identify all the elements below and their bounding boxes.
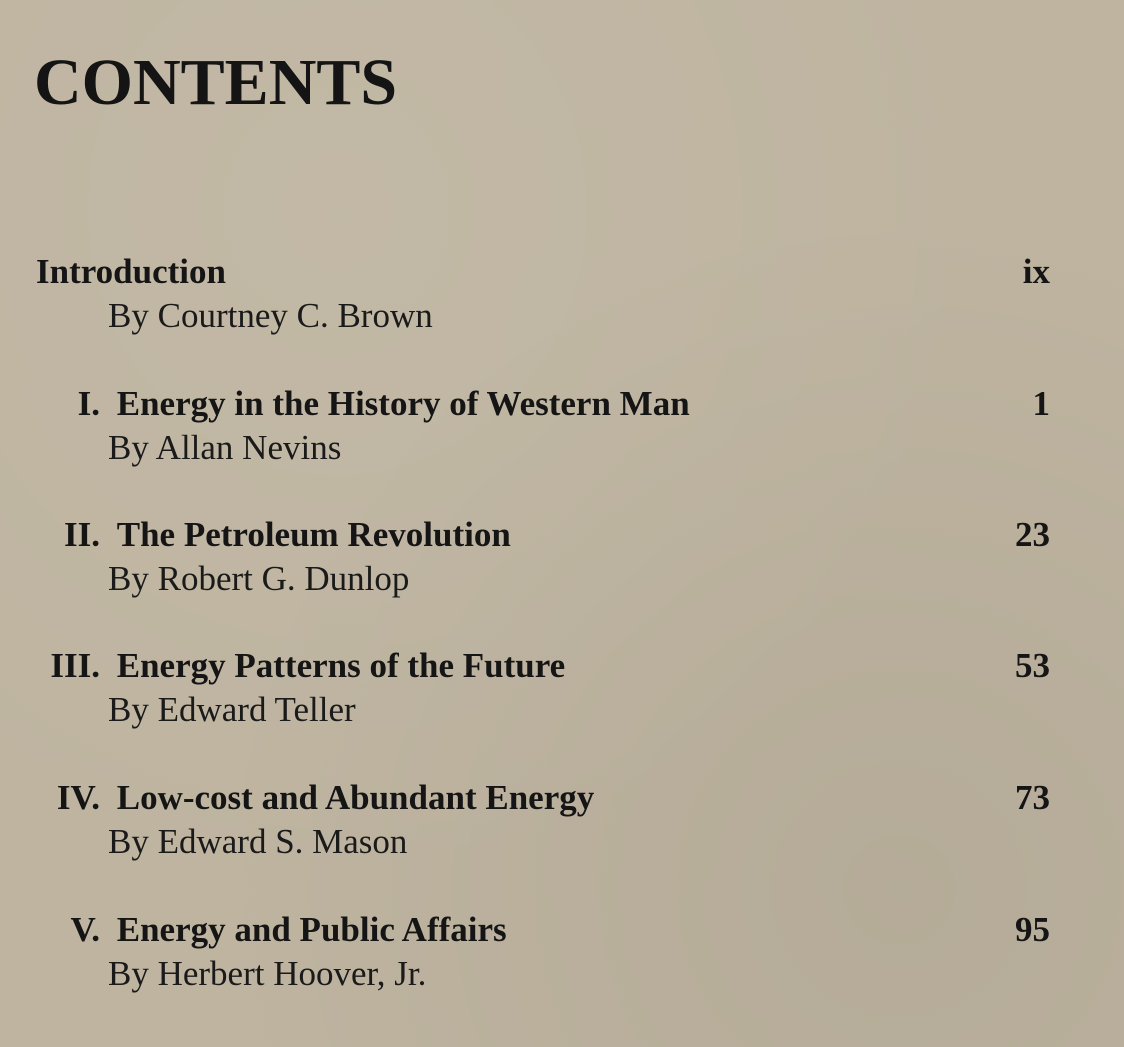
toc-entry-title: [0, 515, 511, 555]
toc-numeral: III.: [50, 646, 100, 685]
toc-author: By Edward S. Mason: [108, 822, 408, 861]
toc-title-text: Introduction: [36, 252, 226, 291]
page-title: CONTENTS: [34, 46, 398, 119]
toc-author: By Allan Nevins: [108, 428, 342, 467]
toc-author: By Edward Teller: [108, 690, 356, 729]
toc-page-number: 95: [1015, 910, 1050, 949]
toc-author: By Courtney C. Brown: [108, 296, 433, 335]
toc-page-number: 1: [1032, 384, 1050, 423]
toc-page-number: 23: [1015, 515, 1050, 554]
toc-page-number: 53: [1015, 646, 1050, 685]
toc-entry-title: [36, 252, 226, 292]
toc-entry-title: [0, 384, 690, 424]
toc-entry-title: [0, 778, 594, 818]
toc-entry-title: [0, 910, 507, 950]
toc-title-text: Energy and Public Affairs: [116, 910, 507, 949]
toc-author: By Herbert Hoover, Jr.: [108, 954, 427, 993]
toc-title-text: Energy Patterns of the Future: [116, 646, 566, 685]
toc-page-number: ix: [1022, 252, 1050, 291]
toc-numeral: IV.: [56, 778, 100, 817]
toc-numeral: I.: [77, 384, 100, 423]
toc-title-text: Low-cost and Abundant Energy: [116, 778, 595, 817]
toc-numeral: V.: [70, 910, 100, 949]
toc-entry-title: [0, 646, 565, 686]
toc-numeral: II.: [64, 515, 100, 554]
toc-title-text: The Petroleum Revolution: [116, 515, 511, 554]
toc-title-text: Energy in the History of Western Man: [116, 384, 690, 423]
toc-page-number: 73: [1015, 778, 1050, 817]
toc-author: By Robert G. Dunlop: [108, 559, 410, 598]
